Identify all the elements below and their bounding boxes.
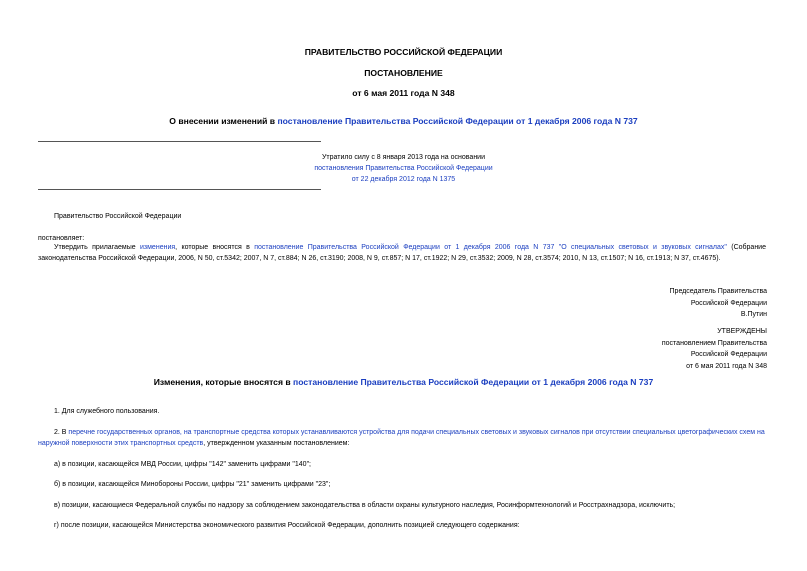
status-link-1[interactable]: постановления Правительства Российской Федерации [314,165,493,172]
para-end: (Собрание законодательства Российской Федерации, 2006, N 50, ст.5342; 2007, N 7, ст.884; N 26, ст.3190; 2008, N 9, ст.857; N 17, ст.1922; N 29, ст.3532; 2009, N 28, ст.3574; 2010, N 13, ст.1507; N 16, ст.1913; N 37, ст.4675). [38,244,766,262]
approval-block [662,326,767,372]
preamble-line-2: постановляет: [38,235,85,242]
para-link-changes[interactable]: изменения [140,244,176,251]
changes-title [0,377,807,387]
changes-title-prefix: Изменения, которые вносятся в [153,377,294,387]
item-1: 1. Для служебного пользования. [54,408,160,415]
approval-line-3: Российской Федерации [690,351,767,358]
status-link-2[interactable]: от 22 декабря 2012 года N 1375 [351,176,456,183]
divider-bottom [38,189,321,190]
signature-line-3: В.Путин [740,311,767,318]
document-date: от 6 мая 2011 года N 348 [352,88,455,98]
document-title [0,116,807,126]
para-start: Утвердить прилагаемые [54,244,140,251]
para-link-resolution[interactable]: постановление Правительства Российской Федерации от 1 декабря 2006 года N 737 "О специальных световых и звуковых сигналах" [254,244,727,251]
status-note [290,153,517,184]
approval-line-1: УТВЕРЖДЕНЫ [717,328,767,335]
title-link[interactable]: постановление Правительства Российской Федерации от 1 декабря 2006 года N 737 [277,116,638,126]
signature-block [670,286,767,321]
item-2-link[interactable]: перечне государственных органов, на транспортные средства которых устанавливаются устройства для подачи специальных световых и звуковых сигналов при отсутствии специальных цветографических схем на наружной поверхности этих транспортных средств [38,429,765,447]
para-mid: , которые вносятся в [175,244,255,251]
item-g: г) после позиции, касающейся Министерства экономического развития Российской Федерации, дополнить позицией следующего содержания: [54,522,520,529]
signature-line-2: Российской Федерации [690,299,767,307]
item-2-start: 2. В [54,429,69,436]
document-type: ПОСТАНОВЛЕНИЕ [364,68,443,78]
government-heading: ПРАВИТЕЛЬСТВО РОССИЙСКОЙ ФЕДЕРАЦИИ [304,47,503,57]
approval-line-2: постановлением Правительства [661,339,767,347]
item-2-end: , утвержденном указанным постановлением: [203,439,350,447]
resolution-paragraph [38,243,766,264]
item-2 [38,428,766,449]
item-b: б) в позиции, касающейся Минобороны России, цифры "21" заменить цифрами "23"; [54,481,331,488]
approval-line-4: от 6 мая 2011 года N 348 [686,362,767,370]
divider-top [38,141,321,142]
changes-title-link[interactable]: постановление Правительства Российской Федерации от 1 декабря 2006 года N 737 [293,377,654,387]
item-a: а) в позиции, касающейся МВД России, цифры "142" заменить цифрами "140"; [54,461,311,468]
signature-line-1: Председатель Правительства [669,288,767,295]
status-line-1: Утратило силу с 8 января 2013 года на основании [321,154,486,161]
preamble-line-1: Правительство Российской Федерации [54,213,182,220]
item-v: в) позиции, касающиеся Федеральной службы по надзору за соблюдением законодательства в области охраны культурного наследия, Росинформтехнологий и Росстрахнадзора, исключить; [54,502,676,509]
title-prefix: О внесении изменений в [169,116,278,126]
